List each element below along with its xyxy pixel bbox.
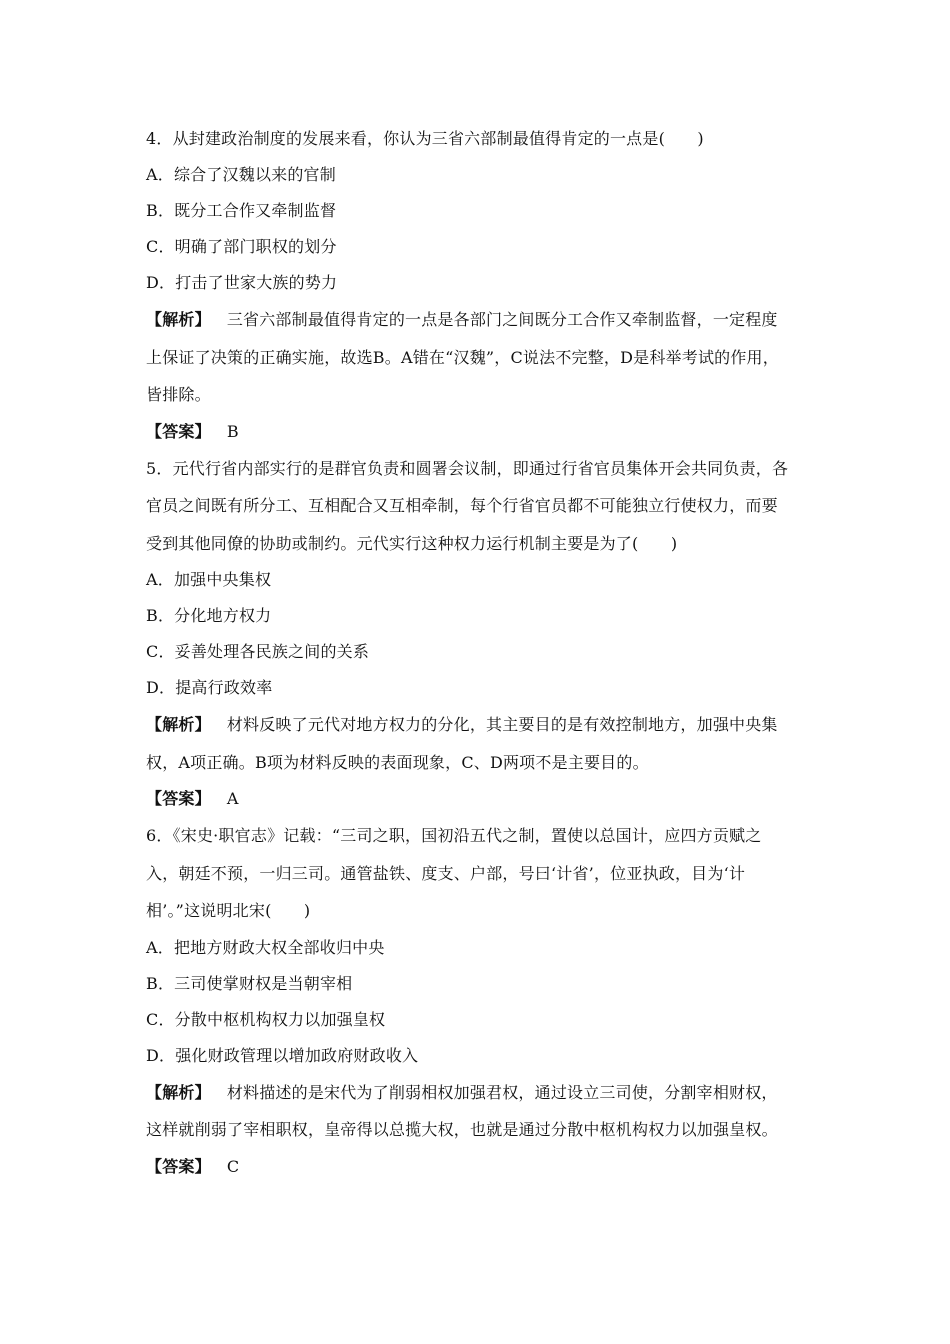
- answer-value: A: [226, 789, 239, 808]
- option-a: A．综合了汉魏以来的官制: [146, 165, 336, 184]
- analysis-line: [146, 1074, 826, 1112]
- question-5: [146, 450, 826, 818]
- question-stem: 入，朝廷不预，一归三司。通管盐铁、度支、户部，号曰‘计省’，位亚执政，目为‘计: [146, 863, 746, 883]
- option-b: B．三司使掌财权是当朝宰相: [146, 973, 353, 993]
- answer-value: B: [226, 421, 239, 441]
- analysis-line: 上保证了决策的正确实施，故选B。A错在“汉魏”，C说法不完整，D是科举考试的作用，: [146, 347, 779, 367]
- option-b: B．分化地方权力: [146, 606, 272, 625]
- question-stem: 6．《宋史·职官志》记载：“三司之职，国初沿五代之制，置使以总国计，应四方贡赋之: [146, 826, 762, 845]
- analysis-tag: 【解析】: [146, 310, 211, 329]
- answer-tag: 【答案】: [146, 789, 211, 808]
- answer-tag: 【答案】: [146, 421, 211, 441]
- analysis-line: 这样就削弱了宰相职权，皇帝得以总揽大权，也就是通过分散中枢机构权力以加强皇权。: [146, 1120, 778, 1139]
- option-d: D．提高行政效率: [146, 678, 273, 697]
- analysis-line: 皆排除。: [146, 385, 211, 404]
- answer-value: C: [226, 1156, 240, 1176]
- question-stem: 官员之间既有所分工、互相配合又互相牵制，每个行省官员都不可能独立行使权力，而要: [146, 496, 778, 515]
- question-4: [146, 121, 826, 450]
- analysis-line: [146, 301, 826, 339]
- answer-line: [146, 781, 826, 817]
- option-d: D．打击了世家大族的势力: [146, 273, 338, 292]
- analysis-tag: 【解析】: [146, 1082, 211, 1102]
- answer-line: [146, 414, 826, 450]
- answer-line: [146, 1149, 826, 1185]
- option-c: C．妥善处理各民族之间的关系: [146, 642, 370, 661]
- option-d: D．强化财政管理以增加政府财政收入: [146, 1045, 419, 1065]
- analysis-line: 权，A项正确。B项为材料反映的表面现象，C、D两项不是主要目的。: [146, 752, 649, 772]
- option-a: A．加强中央集权: [146, 570, 272, 589]
- question-stem: 4．从封建政治制度的发展来看，你认为三省六部制最值得肯定的一点是( ): [146, 129, 704, 148]
- answer-tag: 【答案】: [146, 1156, 211, 1176]
- question-stem: 5．元代行省内部实行的是群官负责和圆署会议制，即通过行省官员集体开会共同负责，各: [146, 458, 789, 478]
- option-c: C．明确了部门职权的划分: [146, 237, 337, 256]
- analysis-text: 材料描述的是宋代为了削弱相权加强君权，通过设立三司使，分割宰相财权，: [226, 1082, 778, 1102]
- option-a: A．把地方财政大权全部收归中央: [146, 937, 385, 957]
- analysis-tag: 【解析】: [146, 715, 211, 734]
- option-c: C．分散中枢机构权力以加强皇权: [146, 1009, 386, 1029]
- analysis-text: 三省六部制最值得肯定的一点是各部门之间既分工合作又牵制监督，一定程度: [226, 310, 778, 329]
- document-content: [146, 121, 826, 1185]
- analysis-line: [146, 706, 826, 744]
- analysis-text: 材料反映了元代对地方权力的分化，其主要目的是有效控制地方，加强中央集: [226, 715, 778, 734]
- question-6: [146, 817, 826, 1185]
- option-b: B．既分工合作又牵制监督: [146, 201, 337, 220]
- question-stem: 受到其他同僚的协助或制约。元代实行这种权力运行机制主要是为了( ): [146, 533, 678, 553]
- question-stem: 相’。”这说明北宋( ): [146, 901, 311, 920]
